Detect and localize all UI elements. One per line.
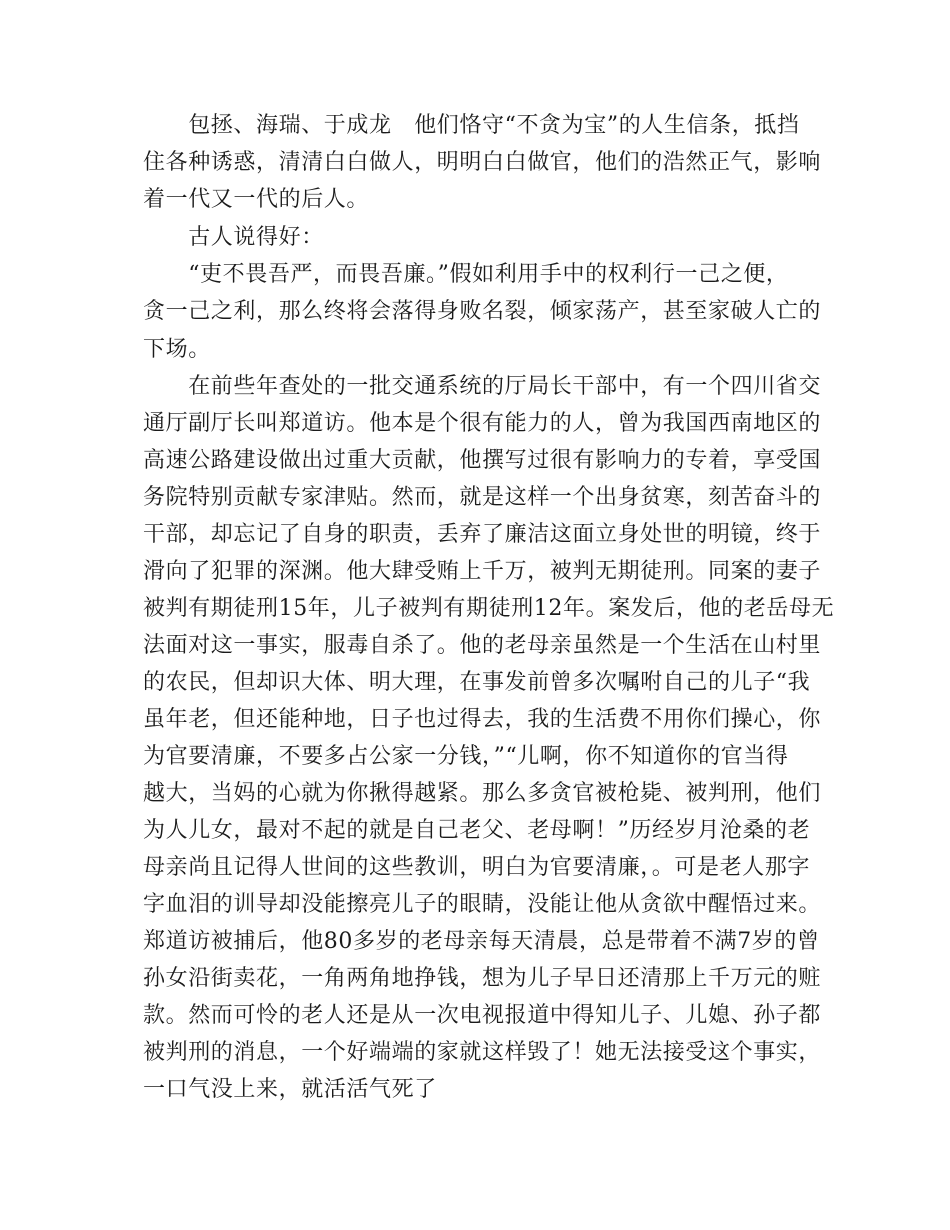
- text-line: 下场。: [143, 337, 211, 362]
- text-line: 的农民，但却识大体、明大理，在事发前曾多次嘱咐自己的儿子“我: [143, 670, 811, 695]
- text-line: 通厅副厅长叫郑道访。他本是个很有能力的人，曾为我国西南地区的: [143, 411, 822, 436]
- text-line: 包拯、海瑞、于成龙 他们恪守“不贪为宝”的人生信条，抵挡: [143, 113, 800, 138]
- text-line: 为人儿女，最对不起的就是自己老父、老母啊！”历经岁月沧桑的老: [143, 818, 811, 843]
- text-line: 被判有期徒刑15年，儿子被判有期徒刑12年。案发后，他的老岳母无: [143, 596, 835, 621]
- text-line: 母亲尚且记得人世间的这些教训，明白为官要清廉，。可是老人那字: [143, 855, 811, 880]
- text-line: 虽年老，但还能种地，日子也过得去，我的生活费不用你们操心，你: [143, 707, 822, 732]
- text-line: 在前些年查处的一批交通系统的厅局长干部中，有一个四川省交: [143, 374, 822, 399]
- text-line: 字血泪的训导却没能擦亮儿子的眼睛，没能让他从贪欲中醒悟过来。: [143, 892, 822, 917]
- text-line: 为官要清廉，不要多占公家一分钱，”“儿啊，你不知道你的官当得: [143, 744, 789, 769]
- text-line: 高速公路建设做出过重大贡献，他撰写过很有影响力的专着，享受国: [143, 448, 822, 473]
- text-line: 干部，却忘记了自身的职责，丢弃了廉洁这面立身处世的明镜，终于: [143, 522, 822, 547]
- text-line: 被判刑的消息，一个好端端的家就这样毁了！她无法接受这个事实，: [143, 1040, 822, 1065]
- text-line: 古人说得好：: [143, 225, 324, 250]
- text-line: 法面对这一事实，服毒自杀了。他的老母亲虽然是一个生活在山村里: [143, 633, 822, 658]
- text-line: 款。然而可怜的老人还是从一次电视报道中得知儿子、儿媳、孙子都: [143, 1003, 822, 1028]
- text-line: 滑向了犯罪的深渊。他大肆受贿上千万，被判无期徒刑。同案的妻子: [143, 559, 822, 584]
- text-line: 住各种诱惑，清清白白做人，明明白白做官，他们的浩然正气，影响: [143, 150, 822, 175]
- text-line: 孙女沿街卖花，一角两角地挣钱，想为儿子早日还清那上千万元的赃: [143, 966, 822, 991]
- text-line: 越大，当妈的心就为你揪得越紧。那么多贪官被枪毙、被判刑，他们: [143, 781, 822, 806]
- text-line: 着一代又一代的后人。: [143, 187, 370, 212]
- text-line: 务院特别贡献专家津贴。然而，就是这样一个出身贫寒，刻苦奋斗的: [143, 485, 822, 510]
- text-line: 贪一己之利，那么终将会落得身败名裂，倾家荡产，甚至家破人亡的: [143, 299, 822, 324]
- text-line: 郑道访被捕后，他80多岁的老母亲每天清晨，总是带着不满7岁的曾: [143, 929, 820, 954]
- text-line: “吏不畏吾严，而畏吾廉。”假如利用手中的权利行一己之便，: [143, 262, 789, 287]
- text-line: 一口气没上来，就活活气死了: [143, 1077, 437, 1102]
